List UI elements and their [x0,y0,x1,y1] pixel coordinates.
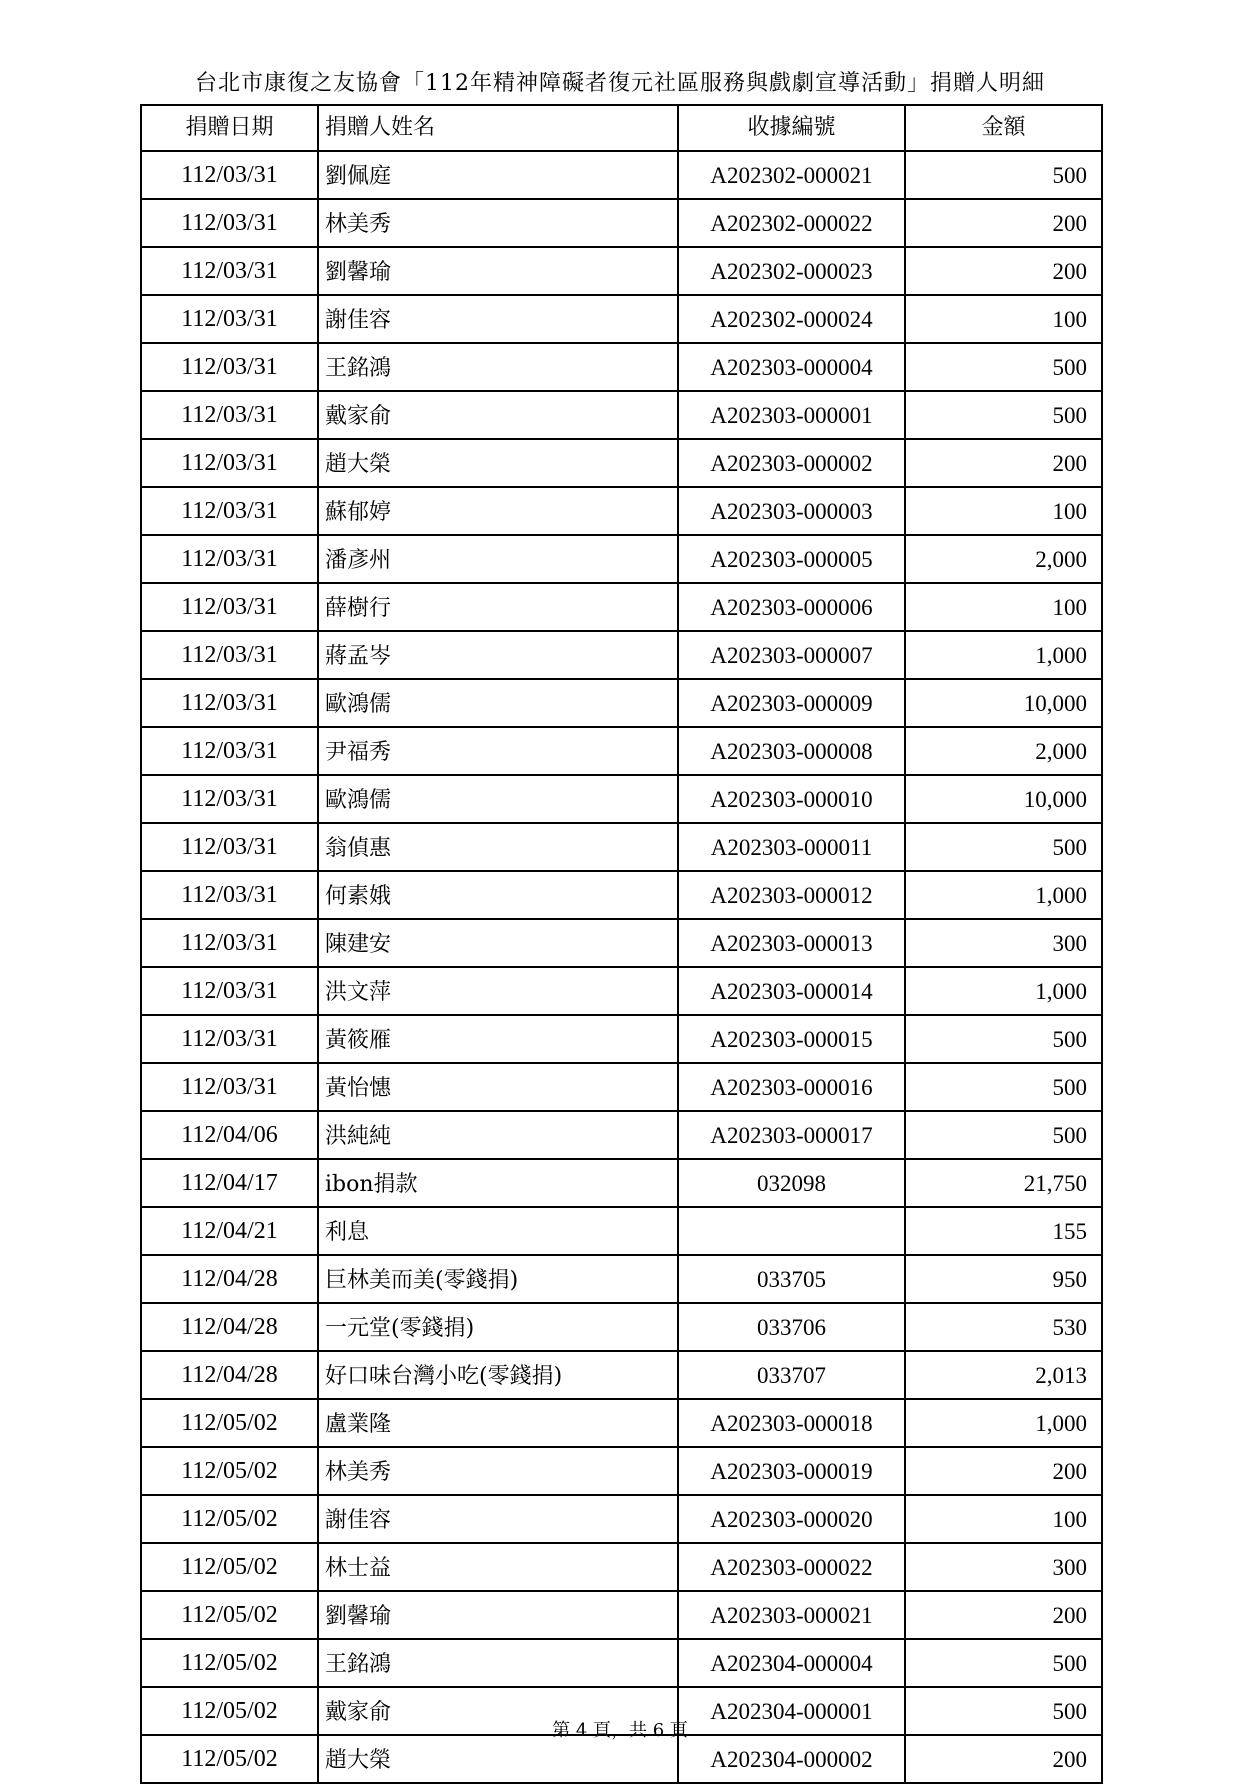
cell-amount: 530 [905,1303,1102,1351]
cell-donation-date: 112/04/21 [141,1207,318,1255]
table-row [141,583,1102,631]
cell-amount: 200 [905,1591,1102,1639]
cell-donation-date: 112/05/02 [141,1687,318,1735]
table-body [141,151,1102,1783]
cell-donation-date: 112/03/31 [141,391,318,439]
cell-donor-name: 王銘鴻 [318,1639,678,1687]
cell-donor-name: 林士益 [318,1543,678,1591]
cell-amount: 500 [905,1015,1102,1063]
cell-receipt-number: A202303-000012 [678,871,905,919]
cell-donor-name: ibon捐款 [318,1159,678,1207]
table-row [141,1351,1102,1399]
cell-donation-date: 112/05/02 [141,1543,318,1591]
table-row [141,487,1102,535]
cell-receipt-number [678,1207,905,1255]
cell-receipt-number: A202303-000002 [678,439,905,487]
cell-donation-date: 112/03/31 [141,1015,318,1063]
cell-donor-name: 戴家俞 [318,391,678,439]
cell-amount: 300 [905,1543,1102,1591]
cell-donation-date: 112/03/31 [141,871,318,919]
table-row [141,919,1102,967]
cell-receipt-number: A202304-000004 [678,1639,905,1687]
cell-amount: 2,000 [905,535,1102,583]
cell-donation-date: 112/05/02 [141,1735,318,1783]
cell-receipt-number: 032098 [678,1159,905,1207]
table-row [141,727,1102,775]
cell-donor-name: 黃筱雁 [318,1015,678,1063]
cell-amount: 200 [905,1735,1102,1783]
table-row [141,1543,1102,1591]
table-row [141,967,1102,1015]
table-row [141,775,1102,823]
cell-amount: 500 [905,1639,1102,1687]
table-row [141,1111,1102,1159]
header-donor-name: 捐贈人姓名 [318,105,678,151]
cell-receipt-number: 033705 [678,1255,905,1303]
cell-receipt-number: A202303-000021 [678,1591,905,1639]
cell-donation-date: 112/05/02 [141,1591,318,1639]
cell-donation-date: 112/03/31 [141,679,318,727]
cell-amount: 2,013 [905,1351,1102,1399]
table-row [141,1399,1102,1447]
cell-donation-date: 112/03/31 [141,631,318,679]
cell-amount: 500 [905,343,1102,391]
table-row [141,1447,1102,1495]
cell-donor-name: 黃怡憓 [318,1063,678,1111]
cell-receipt-number: A202303-000016 [678,1063,905,1111]
cell-receipt-number: A202303-000004 [678,343,905,391]
cell-donation-date: 112/03/31 [141,583,318,631]
cell-donor-name: 歐鴻儒 [318,679,678,727]
table-row [141,1207,1102,1255]
cell-amount: 500 [905,823,1102,871]
cell-donor-name: 劉馨瑜 [318,247,678,295]
cell-donor-name: 一元堂(零錢捐) [318,1303,678,1351]
table-row [141,343,1102,391]
cell-donor-name: 利息 [318,1207,678,1255]
cell-amount: 300 [905,919,1102,967]
cell-receipt-number: A202303-000001 [678,391,905,439]
table-row [141,1495,1102,1543]
header-donation-date: 捐贈日期 [141,105,318,151]
cell-amount: 950 [905,1255,1102,1303]
cell-donor-name: 歐鴻儒 [318,775,678,823]
cell-donation-date: 112/03/31 [141,727,318,775]
cell-donor-name: 王銘鴻 [318,343,678,391]
cell-amount: 200 [905,199,1102,247]
cell-amount: 21,750 [905,1159,1102,1207]
cell-donor-name: 陳建安 [318,919,678,967]
cell-donation-date: 112/03/31 [141,343,318,391]
cell-amount: 100 [905,487,1102,535]
cell-donor-name: 謝佳容 [318,1495,678,1543]
cell-amount: 200 [905,439,1102,487]
cell-donor-name: 林美秀 [318,1447,678,1495]
cell-donor-name: 謝佳容 [318,295,678,343]
header-amount: 金額 [905,105,1102,151]
table-row [141,391,1102,439]
table-row [141,823,1102,871]
cell-amount: 500 [905,391,1102,439]
cell-donation-date: 112/04/17 [141,1159,318,1207]
cell-receipt-number: A202303-000017 [678,1111,905,1159]
cell-receipt-number: A202303-000015 [678,1015,905,1063]
cell-donor-name: 戴家俞 [318,1687,678,1735]
cell-donation-date: 112/04/28 [141,1255,318,1303]
cell-donation-date: 112/04/06 [141,1111,318,1159]
cell-donation-date: 112/03/31 [141,967,318,1015]
cell-amount: 155 [905,1207,1102,1255]
cell-donor-name: 蘇郁婷 [318,487,678,535]
cell-donation-date: 112/03/31 [141,1063,318,1111]
cell-donor-name: 蔣孟岑 [318,631,678,679]
table-row [141,1639,1102,1687]
cell-donor-name: 林美秀 [318,199,678,247]
cell-donor-name: 洪純純 [318,1111,678,1159]
cell-donor-name: 趙大榮 [318,1735,678,1783]
cell-donation-date: 112/03/31 [141,535,318,583]
cell-receipt-number: A202303-000007 [678,631,905,679]
donor-table [140,104,1103,1784]
table-row [141,295,1102,343]
cell-donor-name: 翁偵惠 [318,823,678,871]
table-row [141,247,1102,295]
cell-receipt-number: A202303-000008 [678,727,905,775]
cell-donor-name: 何素娥 [318,871,678,919]
cell-receipt-number: A202303-000019 [678,1447,905,1495]
table-row [141,151,1102,199]
table-row [141,1255,1102,1303]
cell-amount: 500 [905,151,1102,199]
cell-donation-date: 112/03/31 [141,151,318,199]
cell-receipt-number: A202304-000002 [678,1735,905,1783]
cell-receipt-number: A202304-000001 [678,1687,905,1735]
cell-amount: 100 [905,295,1102,343]
cell-amount: 500 [905,1111,1102,1159]
cell-receipt-number: 033707 [678,1351,905,1399]
cell-amount: 500 [905,1063,1102,1111]
cell-donation-date: 112/03/31 [141,919,318,967]
cell-donation-date: 112/03/31 [141,439,318,487]
header-receipt-number: 收據編號 [678,105,905,151]
cell-donation-date: 112/03/31 [141,247,318,295]
table-row [141,439,1102,487]
cell-donation-date: 112/03/31 [141,295,318,343]
cell-amount: 200 [905,1447,1102,1495]
cell-donation-date: 112/03/31 [141,199,318,247]
cell-amount: 10,000 [905,679,1102,727]
page-footer: 第 4 頁，共 6 頁 [552,1720,688,1741]
cell-donor-name: 薛樹行 [318,583,678,631]
cell-donation-date: 112/03/31 [141,823,318,871]
cell-donor-name: 盧業隆 [318,1399,678,1447]
cell-receipt-number: A202303-000005 [678,535,905,583]
cell-amount: 1,000 [905,1399,1102,1447]
cell-donor-name: 巨林美而美(零錢捐) [318,1255,678,1303]
table-row [141,631,1102,679]
table-row [141,1159,1102,1207]
cell-donation-date: 112/05/02 [141,1399,318,1447]
table-row [141,199,1102,247]
cell-donor-name: 尹福秀 [318,727,678,775]
cell-amount: 1,000 [905,967,1102,1015]
table-row [141,1735,1102,1783]
document-title: 台北市康復之友協會「112年精神障礙者復元社區服務與戲劇宣導活動」捐贈人明細 [195,71,1045,96]
cell-receipt-number: A202303-000013 [678,919,905,967]
cell-amount: 1,000 [905,871,1102,919]
cell-donor-name: 劉馨瑜 [318,1591,678,1639]
cell-donor-name: 趙大榮 [318,439,678,487]
cell-donor-name: 潘彥州 [318,535,678,583]
cell-receipt-number: A202302-000023 [678,247,905,295]
cell-receipt-number: A202303-000009 [678,679,905,727]
cell-amount: 1,000 [905,631,1102,679]
table-header-row [141,105,1102,151]
cell-donor-name: 好口味台灣小吃(零錢捐) [318,1351,678,1399]
cell-donation-date: 112/05/02 [141,1447,318,1495]
cell-receipt-number: A202303-000020 [678,1495,905,1543]
cell-receipt-number: 033706 [678,1303,905,1351]
cell-amount: 10,000 [905,775,1102,823]
cell-donor-name: 劉佩庭 [318,151,678,199]
cell-donation-date: 112/04/28 [141,1303,318,1351]
table-row [141,679,1102,727]
cell-amount: 100 [905,583,1102,631]
table-row [141,535,1102,583]
cell-receipt-number: A202303-000006 [678,583,905,631]
cell-donation-date: 112/04/28 [141,1351,318,1399]
cell-receipt-number: A202302-000024 [678,295,905,343]
cell-receipt-number: A202302-000022 [678,199,905,247]
cell-receipt-number: A202303-000003 [678,487,905,535]
table-row [141,1303,1102,1351]
table-row [141,1015,1102,1063]
cell-amount: 2,000 [905,727,1102,775]
cell-donation-date: 112/05/02 [141,1639,318,1687]
cell-donation-date: 112/03/31 [141,775,318,823]
cell-amount: 200 [905,247,1102,295]
cell-receipt-number: A202303-000022 [678,1543,905,1591]
cell-receipt-number: A202303-000011 [678,823,905,871]
cell-amount: 100 [905,1495,1102,1543]
table-row [141,871,1102,919]
table-row [141,1063,1102,1111]
cell-receipt-number: A202303-000010 [678,775,905,823]
cell-receipt-number: A202303-000014 [678,967,905,1015]
cell-receipt-number: A202303-000018 [678,1399,905,1447]
cell-amount: 500 [905,1687,1102,1735]
cell-donation-date: 112/05/02 [141,1495,318,1543]
table-row [141,1591,1102,1639]
cell-donor-name: 洪文萍 [318,967,678,1015]
cell-donation-date: 112/03/31 [141,487,318,535]
cell-receipt-number: A202302-000021 [678,151,905,199]
